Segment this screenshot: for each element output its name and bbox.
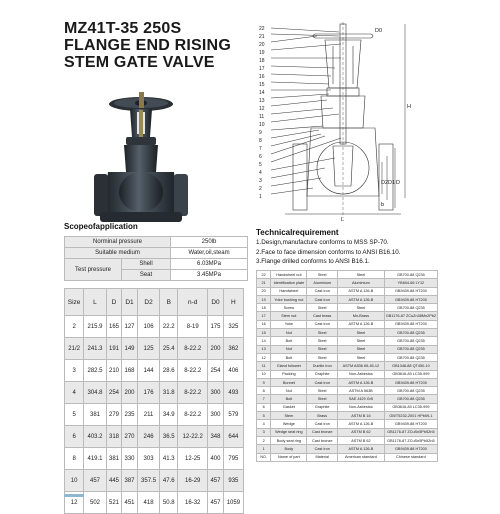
parts-cell: Screw	[271, 304, 307, 312]
parts-row	[257, 312, 438, 320]
dimensions-table	[64, 288, 244, 514]
parts-cell: American standard	[337, 453, 384, 461]
parts-cell: GB3616-83 LC35-999	[384, 403, 437, 411]
parts-cell: GB1348-88 QT450-10	[384, 362, 437, 370]
parts-cell: ASTM A 563B	[337, 387, 384, 395]
table-cell: 5	[65, 404, 84, 426]
callout-number: 21	[259, 34, 265, 40]
table-cell: 254	[106, 382, 122, 404]
table-cell: 211	[137, 404, 160, 426]
parts-cell: 19	[257, 295, 271, 303]
parts-cell: 3	[257, 428, 271, 436]
parts-cell: Steel	[307, 395, 338, 403]
dim-label-b: b	[381, 202, 385, 208]
table-cell: 419.1	[84, 448, 107, 470]
parts-cell: SAE J429 Gr5	[337, 395, 384, 403]
parts-cell: ASTM B 16	[337, 412, 384, 420]
nominal-pressure-value: 250lb	[171, 237, 248, 248]
table-cell: 325	[223, 316, 243, 338]
parts-cell: Nut	[271, 345, 307, 353]
table-cell: 16-29	[178, 470, 208, 492]
parts-cell: Graphite	[307, 403, 338, 411]
parts-cell: ASTM A 126-B	[337, 287, 384, 295]
parts-row	[257, 436, 438, 444]
table-cell: 8-22.2	[178, 338, 208, 360]
parts-cell: Steel	[337, 329, 384, 337]
parts-cell: Nut	[271, 329, 307, 337]
parts-row	[257, 287, 438, 295]
parts-cell: Cast iron	[307, 420, 338, 428]
tech-item-2: 2.Face to face dimension conforms to ANSI B16.10.	[256, 248, 401, 256]
tech-heading: Technicalrequirement	[256, 228, 339, 237]
parts-row	[257, 378, 438, 386]
table-cell: 175	[208, 316, 224, 338]
parts-cell: Brass	[307, 412, 338, 420]
dim-label-d: D	[396, 180, 400, 186]
parts-cell: Steel	[307, 271, 338, 279]
table-cell: 387	[122, 470, 138, 492]
parts-cell: Identification plate	[271, 279, 307, 287]
parts-cell: Cast iron	[307, 320, 338, 328]
table-cell: 406	[223, 360, 243, 382]
shell-value: 6.03MPa	[171, 259, 248, 270]
callout-number: 4	[259, 170, 262, 176]
parts-cell: Cast bronze	[307, 436, 338, 444]
parts-cell: Steel	[307, 353, 338, 361]
callout-number: 5	[259, 162, 262, 168]
scope-heading: Scopeofapplication	[64, 222, 138, 231]
parts-cell: 15	[257, 329, 271, 337]
parts-cell: 1	[257, 445, 271, 453]
table-cell: 41.3	[160, 448, 178, 470]
parts-cell: ASTM A536 65-45-12	[337, 362, 384, 370]
parts-cell: 12	[257, 353, 271, 361]
callout-number: 11	[259, 114, 265, 120]
parts-cell: Aluminium	[307, 279, 338, 287]
callout-number: 20	[259, 42, 265, 48]
table-cell: 300	[208, 404, 224, 426]
parts-cell: Steel	[307, 387, 338, 395]
callout-number: 1	[259, 194, 262, 200]
dim-label-h: H	[407, 104, 411, 110]
table-cell: 12	[65, 492, 84, 514]
parts-cell: Steel	[337, 353, 384, 361]
callout-number: 13	[259, 98, 265, 104]
parts-row	[257, 271, 438, 279]
parts-row	[257, 370, 438, 378]
parts-cell: Steel	[307, 337, 338, 345]
table-cell: 254	[208, 360, 224, 382]
parts-cell: Bonnet	[271, 378, 307, 386]
parts-cell: Gasket	[271, 403, 307, 411]
table-row	[65, 426, 244, 448]
table-cell: 200	[208, 338, 224, 360]
callout-number: 16	[259, 74, 265, 80]
table-cell: 246	[137, 426, 160, 448]
parts-cell: GB/T5232-2001 HPb59-1	[384, 412, 437, 420]
table-row	[65, 360, 244, 382]
table-cell: 493	[223, 382, 243, 404]
parts-table	[256, 270, 438, 462]
parts-cell: Graphite	[307, 370, 338, 378]
parts-cell: GB700-88 Q235	[384, 337, 437, 345]
table-cell: 270	[122, 426, 138, 448]
dim-label-d0: D0	[375, 28, 383, 34]
parts-cell: Stem	[271, 412, 307, 420]
callout-number: 14	[259, 90, 265, 96]
table-cell: 8-19	[178, 316, 208, 338]
table-cell: 4	[65, 382, 84, 404]
parts-cell: ASTM B 62	[337, 428, 384, 436]
seat-label: Seat	[122, 270, 171, 281]
parts-cell: Non-Asbestos	[337, 370, 384, 378]
parts-cell: Ductile iron	[307, 362, 338, 370]
table-row	[65, 382, 244, 404]
parts-cell: ASTM A 126-B	[337, 295, 384, 303]
table-cell: 8-22.2	[178, 382, 208, 404]
parts-cell: YB604-66 LY12	[384, 279, 437, 287]
test-pressure-label: Test pressure	[65, 259, 122, 281]
parts-cell: Cast iron	[307, 445, 338, 453]
parts-cell: Name of part	[271, 453, 307, 461]
parts-cell: 7	[257, 395, 271, 403]
callout-number: 3	[259, 178, 262, 184]
parts-cell: GB700-88 Q235	[384, 271, 437, 279]
parts-cell: Steel	[337, 271, 384, 279]
table-cell: 210	[106, 360, 122, 382]
seat-value: 3.45MPa	[171, 270, 248, 281]
parts-cell: 2	[257, 436, 271, 444]
parts-cell: 9	[257, 378, 271, 386]
table-cell: 8	[65, 448, 84, 470]
title-line-1: MZ41T-35 250S	[64, 20, 182, 37]
parts-cell: GB1176-87 ZCuZn38Mn2Pb2	[384, 312, 437, 320]
table-cell: 381	[84, 404, 107, 426]
dim-label-d2: D2	[381, 180, 389, 186]
parts-cell: ASTM B 62	[337, 436, 384, 444]
table-cell: 3	[65, 360, 84, 382]
callout-number: 2	[259, 186, 262, 192]
table-cell: 16-32	[178, 492, 208, 514]
table-cell: 445	[106, 470, 122, 492]
table-cell: 300	[208, 382, 224, 404]
parts-row	[257, 329, 438, 337]
parts-cell: Packing	[271, 370, 307, 378]
table-cell: 191	[106, 338, 122, 360]
table-cell: 381	[106, 448, 122, 470]
table-cell: 935	[223, 470, 243, 492]
parts-cell: Bolt	[271, 395, 307, 403]
parts-cell: Steel	[307, 329, 338, 337]
table-cell: 106	[137, 316, 160, 338]
parts-cell: 17	[257, 312, 271, 320]
callout-number: 18	[259, 58, 265, 64]
table-cell: 457	[84, 470, 107, 492]
dimensions-header-cell: D2	[137, 289, 160, 316]
table-cell: 400	[208, 448, 224, 470]
table-cell: 22.2	[160, 316, 178, 338]
table-cell: 8-22.2	[178, 360, 208, 382]
parts-cell: Handwheel nut	[271, 271, 307, 279]
parts-row	[257, 295, 438, 303]
table-row	[65, 404, 244, 426]
table-cell: 144	[137, 360, 160, 382]
table-cell: 31.8	[160, 382, 178, 404]
tech-item-3: 3.Flange drilled conforms to ANSI B16.1.	[256, 258, 370, 265]
table-cell: 25.4	[160, 338, 178, 360]
callout-number: 9	[259, 130, 262, 136]
table-row	[65, 492, 244, 514]
table-cell: 451	[122, 492, 138, 514]
parts-row	[257, 412, 438, 420]
table-cell: 502	[84, 492, 107, 514]
parts-cell: Cast bronze	[307, 428, 338, 436]
parts-cell: GB1176-87 ZCuSn5Pb5Zn5	[384, 428, 437, 436]
callout-number: 8	[259, 138, 262, 144]
table-cell: 330	[122, 448, 138, 470]
callout-number: 15	[259, 82, 265, 88]
parts-cell: GB9439-88 HT200	[384, 295, 437, 303]
dimensions-header-cell: B	[160, 289, 178, 316]
table-cell: 176	[137, 382, 160, 404]
parts-cell: Chinese standard	[384, 453, 437, 461]
table-cell: 403.2	[84, 426, 107, 448]
table-cell: 279	[106, 404, 122, 426]
parts-cell: Mn-Brass	[337, 312, 384, 320]
dimensions-header-cell: Size	[65, 289, 84, 316]
table-cell: 457	[208, 470, 224, 492]
dim-label-l: L	[341, 217, 345, 223]
parts-cell: 21	[257, 279, 271, 287]
scope-table	[64, 236, 248, 281]
table-cell: 36.5	[160, 426, 178, 448]
callout-number: 10	[259, 122, 265, 128]
dimensions-header-cell: H	[223, 289, 243, 316]
table-row	[65, 316, 244, 338]
parts-cell: GB3616-83 LC35-999	[384, 370, 437, 378]
table-cell: 50.8	[160, 492, 178, 514]
parts-cell: ASTM A 126-B	[337, 320, 384, 328]
parts-cell: 14	[257, 337, 271, 345]
parts-row	[257, 362, 438, 370]
callout-number: 17	[259, 66, 265, 72]
table-cell: 34.9	[160, 404, 178, 426]
table-cell: 795	[223, 448, 243, 470]
table-cell: 8-22.2	[178, 404, 208, 426]
table-cell: 318	[106, 426, 122, 448]
table-row	[65, 470, 244, 492]
footer-bar	[64, 494, 84, 497]
medium-value: Water,oil,steam	[171, 248, 248, 259]
table-cell: 10	[65, 470, 84, 492]
table-cell: 418	[137, 492, 160, 514]
title-line-2: FLANGE END RISING	[64, 37, 231, 54]
parts-cell: Cast iron	[307, 378, 338, 386]
dim-label-d1: D1	[388, 180, 396, 186]
parts-cell: Bolt	[271, 353, 307, 361]
table-cell: 235	[122, 404, 138, 426]
table-cell: 1059	[223, 492, 243, 514]
table-cell: 12-25	[178, 448, 208, 470]
table-cell: 521	[106, 492, 122, 514]
dimensions-header-cell: D	[106, 289, 122, 316]
parts-cell: Steel	[337, 337, 384, 345]
parts-cell: GB9439-88 HT200	[384, 445, 437, 453]
parts-cell: GB9439-88 HT200	[384, 378, 437, 386]
callout-number: 6	[259, 154, 262, 160]
parts-row	[257, 453, 438, 461]
table-cell: 303	[137, 448, 160, 470]
parts-cell: ASTM A 126-B	[337, 420, 384, 428]
parts-cell: 10	[257, 370, 271, 378]
medium-label: Suitable medium	[65, 248, 171, 259]
parts-cell: GB700-88 Q235	[384, 395, 437, 403]
parts-cell: Body	[271, 445, 307, 453]
parts-row	[257, 353, 438, 361]
parts-cell: GB700-88 Q235	[384, 353, 437, 361]
title-line-3: STEM GATE VALVE	[64, 54, 215, 71]
parts-cell: 4	[257, 420, 271, 428]
parts-cell: ASTM A 126-B	[337, 378, 384, 386]
parts-cell: 11	[257, 362, 271, 370]
dimensions-header-cell: D0	[208, 289, 224, 316]
table-cell: 127	[122, 316, 138, 338]
table-cell: 362	[223, 338, 243, 360]
table-cell: 304.8	[84, 382, 107, 404]
parts-cell: Yoke bushing nut	[271, 295, 307, 303]
parts-cell: Body seat ring	[271, 436, 307, 444]
parts-cell: Aluminium	[337, 279, 384, 287]
table-cell: 165	[106, 316, 122, 338]
table-cell: 12-22.2	[178, 426, 208, 448]
parts-row	[257, 387, 438, 395]
parts-cell: Material	[307, 453, 338, 461]
parts-cell: 5	[257, 412, 271, 420]
parts-row	[257, 345, 438, 353]
table-cell: 241.3	[84, 338, 107, 360]
valve-drawing	[255, 18, 415, 223]
dimensions-header-row	[65, 289, 244, 316]
parts-cell: 8	[257, 387, 271, 395]
parts-cell: 13	[257, 345, 271, 353]
tech-item-1: 1.Design,manufacture conforms to MSS SP-70.	[256, 239, 389, 246]
parts-row	[257, 304, 438, 312]
parts-cell: Steel	[337, 304, 384, 312]
table-cell: 6	[65, 426, 84, 448]
parts-row	[257, 428, 438, 436]
tech-list	[256, 238, 401, 267]
table-cell: 282.5	[84, 360, 107, 382]
parts-cell: Cast iron	[307, 287, 338, 295]
table-cell: 348	[208, 426, 224, 448]
table-cell: 28.6	[160, 360, 178, 382]
parts-cell: GB9439-88 HT200	[384, 287, 437, 295]
table-row	[65, 448, 244, 470]
parts-cell: GB9439-88 HT200	[384, 320, 437, 328]
parts-cell: 18	[257, 304, 271, 312]
parts-cell: Stem nut	[271, 312, 307, 320]
table-cell: 357.5	[137, 470, 160, 492]
parts-cell: Handwheel	[271, 287, 307, 295]
parts-row	[257, 395, 438, 403]
parts-row	[257, 403, 438, 411]
parts-cell: Steel	[307, 345, 338, 353]
table-cell: 644	[223, 426, 243, 448]
parts-cell: Bolt	[271, 337, 307, 345]
parts-cell: 20	[257, 287, 271, 295]
parts-cell: Wedge	[271, 420, 307, 428]
table-cell: 168	[122, 360, 138, 382]
parts-row	[257, 337, 438, 345]
parts-cell: Steel	[337, 345, 384, 353]
table-cell: 457	[208, 492, 224, 514]
table-cell: 579	[223, 404, 243, 426]
parts-cell: Nut	[271, 387, 307, 395]
parts-cell: Non-Asbestos	[337, 403, 384, 411]
table-cell: 149	[122, 338, 138, 360]
parts-row	[257, 279, 438, 287]
parts-cell: 22	[257, 271, 271, 279]
parts-cell: Cast brass	[307, 312, 338, 320]
parts-cell: ASTM A 126-B	[337, 445, 384, 453]
table-cell: 215.9	[84, 316, 107, 338]
table-cell: 125	[137, 338, 160, 360]
parts-cell: GB700-88 Q235	[384, 387, 437, 395]
page-title	[64, 20, 231, 71]
parts-cell: NO.	[257, 453, 271, 461]
dimensions-header-cell: L	[84, 289, 107, 316]
table-cell: 2	[65, 316, 84, 338]
table-cell: 200	[122, 382, 138, 404]
parts-cell: 16	[257, 320, 271, 328]
callout-number: 12	[259, 106, 265, 112]
dimensions-header-cell: D1	[122, 289, 138, 316]
parts-cell: GB700-88 Q235	[384, 345, 437, 353]
parts-cell: GB1176-87 ZCuSn5Pb5Zn5	[384, 436, 437, 444]
table-cell: 21/2	[65, 338, 84, 360]
parts-cell: GB700-88 Q235	[384, 329, 437, 337]
parts-row	[257, 445, 438, 453]
parts-cell: 6	[257, 403, 271, 411]
parts-cell: Gland follower	[271, 362, 307, 370]
parts-cell: Yoke	[271, 320, 307, 328]
callout-number: 22	[259, 26, 265, 32]
nominal-pressure-label: Norminal pressure	[65, 237, 171, 248]
valve-photo	[86, 92, 196, 227]
table-row	[65, 338, 244, 360]
parts-cell: GB9439-88 HT200	[384, 420, 437, 428]
parts-cell: Wedge seat ring	[271, 428, 307, 436]
parts-row	[257, 320, 438, 328]
parts-row	[257, 420, 438, 428]
callout-number: 19	[259, 50, 265, 56]
shell-label: Shell	[122, 259, 171, 270]
parts-cell: GB700-88 Q235	[384, 304, 437, 312]
table-cell: 47.6	[160, 470, 178, 492]
dimensions-header-cell: n-d	[178, 289, 208, 316]
parts-cell: Steel	[307, 304, 338, 312]
callout-number: 7	[259, 146, 262, 152]
parts-cell: Cast iron	[307, 295, 338, 303]
